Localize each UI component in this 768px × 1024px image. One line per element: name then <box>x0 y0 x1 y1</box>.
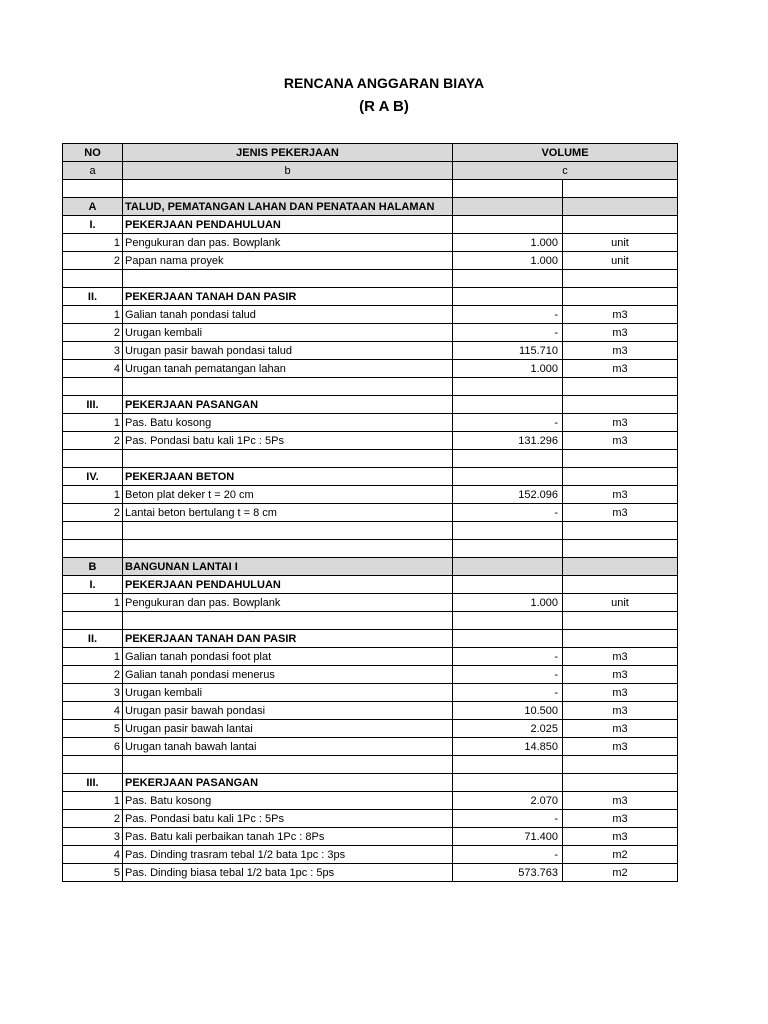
row-volume: 2.025 <box>453 720 563 738</box>
table-row <box>63 684 678 702</box>
row-description: Pas. Pondasi batu kali 1Pc : 5Ps <box>123 810 453 828</box>
row-unit: m3 <box>563 720 678 738</box>
row-unit: m3 <box>563 432 678 450</box>
blank-row <box>63 180 678 198</box>
table-row <box>63 324 678 342</box>
row-volume <box>453 396 563 414</box>
row-number: 1 <box>63 234 123 252</box>
row-number: 2 <box>63 252 123 270</box>
row-number: 3 <box>63 828 123 846</box>
row-description: Pengukuran dan pas. Bowplank <box>123 594 453 612</box>
blank-row <box>63 378 678 396</box>
row-unit: m3 <box>563 342 678 360</box>
row-volume: - <box>453 846 563 864</box>
table-row <box>63 702 678 720</box>
row-description: PEKERJAAN TANAH DAN PASIR <box>123 630 453 648</box>
row-volume <box>453 180 563 198</box>
section-row <box>63 558 678 576</box>
row-description: PEKERJAAN TANAH DAN PASIR <box>123 288 453 306</box>
row-number <box>63 180 123 198</box>
row-number: IV. <box>63 468 123 486</box>
row-volume <box>453 612 563 630</box>
row-volume <box>453 288 563 306</box>
row-unit <box>563 198 678 216</box>
row-unit: unit <box>563 594 678 612</box>
row-volume: 152.096 <box>453 486 563 504</box>
row-number: 1 <box>63 594 123 612</box>
row-volume: 573.763 <box>453 864 563 882</box>
row-unit <box>563 378 678 396</box>
row-unit: m2 <box>563 864 678 882</box>
row-volume <box>453 540 563 558</box>
row-description: PEKERJAAN PENDAHULUAN <box>123 576 453 594</box>
table-row <box>63 738 678 756</box>
row-description <box>123 522 453 540</box>
group-row <box>63 630 678 648</box>
row-volume: 1.000 <box>453 252 563 270</box>
row-description <box>123 378 453 396</box>
row-number: 1 <box>63 792 123 810</box>
row-description <box>123 180 453 198</box>
group-row <box>63 774 678 792</box>
row-number: B <box>63 558 123 576</box>
row-unit: m3 <box>563 324 678 342</box>
row-volume <box>453 774 563 792</box>
document-subtitle: (R A B) <box>359 98 409 115</box>
row-volume: - <box>453 648 563 666</box>
row-description: Urugan kembali <box>123 324 453 342</box>
row-unit: m3 <box>563 684 678 702</box>
row-number <box>63 612 123 630</box>
row-description <box>123 270 453 288</box>
row-number <box>63 540 123 558</box>
row-unit <box>563 468 678 486</box>
row-volume: - <box>453 666 563 684</box>
table-row <box>63 666 678 684</box>
row-number: 2 <box>63 504 123 522</box>
row-unit: m3 <box>563 648 678 666</box>
row-description: Urugan pasir bawah pondasi talud <box>123 342 453 360</box>
table-body <box>63 180 678 882</box>
row-number: 2 <box>63 666 123 684</box>
row-unit <box>563 612 678 630</box>
row-description: Lantai beton bertulang t = 8 cm <box>123 504 453 522</box>
group-row <box>63 468 678 486</box>
row-number: 2 <box>63 324 123 342</box>
blank-row <box>63 270 678 288</box>
table-row <box>63 792 678 810</box>
row-number: 1 <box>63 306 123 324</box>
row-number: I. <box>63 216 123 234</box>
row-description: Urugan kembali <box>123 684 453 702</box>
row-number: 4 <box>63 360 123 378</box>
row-description <box>123 756 453 774</box>
section-row <box>63 198 678 216</box>
table-row <box>63 414 678 432</box>
row-description: Galian tanah pondasi menerus <box>123 666 453 684</box>
subheader-row <box>63 162 678 180</box>
row-number: 2 <box>63 810 123 828</box>
table-row <box>63 828 678 846</box>
row-unit <box>563 288 678 306</box>
row-number <box>63 756 123 774</box>
row-number: 5 <box>63 864 123 882</box>
row-unit: m3 <box>563 792 678 810</box>
row-volume <box>453 450 563 468</box>
table-row <box>63 846 678 864</box>
row-unit: m3 <box>563 504 678 522</box>
row-unit: m3 <box>563 414 678 432</box>
row-number: 1 <box>63 486 123 504</box>
row-description: PEKERJAAN PENDAHULUAN <box>123 216 453 234</box>
row-unit <box>563 558 678 576</box>
row-volume <box>453 630 563 648</box>
row-unit: m3 <box>563 702 678 720</box>
row-number <box>63 522 123 540</box>
row-number: 3 <box>63 684 123 702</box>
row-unit <box>563 396 678 414</box>
row-unit <box>563 450 678 468</box>
group-row <box>63 288 678 306</box>
row-description: Pas. Batu kosong <box>123 792 453 810</box>
blank-row <box>63 540 678 558</box>
row-number: II. <box>63 288 123 306</box>
row-volume <box>453 216 563 234</box>
row-volume <box>453 378 563 396</box>
row-unit <box>563 756 678 774</box>
row-number: 1 <box>63 414 123 432</box>
row-description <box>123 450 453 468</box>
row-volume: - <box>453 504 563 522</box>
row-description: Urugan tanah pematangan lahan <box>123 360 453 378</box>
row-volume: 131.296 <box>453 432 563 450</box>
row-number: I. <box>63 576 123 594</box>
row-volume <box>453 576 563 594</box>
row-volume: 71.400 <box>453 828 563 846</box>
row-volume <box>453 756 563 774</box>
row-description: Pas. Dinding trasram tebal 1/2 bata 1pc : 3ps <box>123 846 453 864</box>
row-description: Pas. Batu kosong <box>123 414 453 432</box>
header-row <box>63 144 678 162</box>
row-unit: m3 <box>563 738 678 756</box>
row-unit: m3 <box>563 306 678 324</box>
blank-row <box>63 450 678 468</box>
row-volume <box>453 270 563 288</box>
row-volume: 10.500 <box>453 702 563 720</box>
group-row <box>63 216 678 234</box>
row-volume: - <box>453 306 563 324</box>
row-description: TALUD, PEMATANGAN LAHAN DAN PENATAAN HALAMAN <box>123 198 453 216</box>
row-number <box>63 378 123 396</box>
row-number: 2 <box>63 432 123 450</box>
row-description: Galian tanah pondasi talud <box>123 306 453 324</box>
row-description: Papan nama proyek <box>123 252 453 270</box>
row-unit: m3 <box>563 360 678 378</box>
header-volume: VOLUME <box>453 144 678 162</box>
row-number: 4 <box>63 846 123 864</box>
table-row <box>63 864 678 882</box>
row-volume: - <box>453 684 563 702</box>
row-volume <box>453 558 563 576</box>
row-description <box>123 540 453 558</box>
subheader-no: a <box>63 162 123 180</box>
row-description: Beton plat deker t = 20 cm <box>123 486 453 504</box>
row-description: Galian tanah pondasi foot plat <box>123 648 453 666</box>
row-number <box>63 270 123 288</box>
table-row <box>63 486 678 504</box>
table-row <box>63 252 678 270</box>
table-row <box>63 342 678 360</box>
row-volume: 1.000 <box>453 594 563 612</box>
row-unit <box>563 270 678 288</box>
row-number <box>63 450 123 468</box>
table-row <box>63 504 678 522</box>
table-row <box>63 360 678 378</box>
row-unit: m3 <box>563 666 678 684</box>
row-description: PEKERJAAN PASANGAN <box>123 396 453 414</box>
row-description <box>123 612 453 630</box>
row-number: 5 <box>63 720 123 738</box>
row-unit <box>563 630 678 648</box>
rab-table <box>62 143 678 882</box>
header-no: NO <box>63 144 123 162</box>
row-number: 4 <box>63 702 123 720</box>
row-description: PEKERJAAN PASANGAN <box>123 774 453 792</box>
row-unit: unit <box>563 252 678 270</box>
blank-row <box>63 522 678 540</box>
row-unit: m3 <box>563 486 678 504</box>
row-volume <box>453 198 563 216</box>
group-row <box>63 396 678 414</box>
row-description: BANGUNAN LANTAI I <box>123 558 453 576</box>
blank-row <box>63 612 678 630</box>
table-row <box>63 306 678 324</box>
row-unit <box>563 522 678 540</box>
row-unit: m3 <box>563 810 678 828</box>
row-volume: - <box>453 810 563 828</box>
row-unit <box>563 576 678 594</box>
row-number: 1 <box>63 648 123 666</box>
subheader-volume: c <box>453 162 678 180</box>
row-description: Pas. Pondasi batu kali 1Pc : 5Ps <box>123 432 453 450</box>
row-unit <box>563 180 678 198</box>
row-number: 6 <box>63 738 123 756</box>
table-row <box>63 594 678 612</box>
row-number: A <box>63 198 123 216</box>
document-title: RENCANA ANGGARAN BIAYA <box>283 75 485 91</box>
row-volume: 14.850 <box>453 738 563 756</box>
row-volume: 2.070 <box>453 792 563 810</box>
row-description: Pengukuran dan pas. Bowplank <box>123 234 453 252</box>
row-volume: - <box>453 324 563 342</box>
row-number: III. <box>63 396 123 414</box>
row-unit <box>563 774 678 792</box>
row-unit: m2 <box>563 846 678 864</box>
row-description: Pas. Batu kali perbaikan tanah 1Pc : 8Ps <box>123 828 453 846</box>
row-number: 3 <box>63 342 123 360</box>
row-number: II. <box>63 630 123 648</box>
row-unit <box>563 540 678 558</box>
row-description: PEKERJAAN BETON <box>123 468 453 486</box>
row-unit <box>563 216 678 234</box>
row-description: Urugan tanah bawah lantai <box>123 738 453 756</box>
row-volume <box>453 522 563 540</box>
row-description: Pas. Dinding biasa tebal 1/2 bata 1pc : 5ps <box>123 864 453 882</box>
table-row <box>63 810 678 828</box>
row-volume <box>453 468 563 486</box>
group-row <box>63 576 678 594</box>
row-unit: m3 <box>563 828 678 846</box>
table-row <box>63 432 678 450</box>
row-description: Urugan pasir bawah pondasi <box>123 702 453 720</box>
row-number: III. <box>63 774 123 792</box>
blank-row <box>63 756 678 774</box>
header-jenis: JENIS PEKERJAAN <box>123 144 453 162</box>
table-row <box>63 648 678 666</box>
row-volume: 1.000 <box>453 234 563 252</box>
row-unit: unit <box>563 234 678 252</box>
row-volume: - <box>453 414 563 432</box>
row-volume: 115.710 <box>453 342 563 360</box>
row-volume: 1.000 <box>453 360 563 378</box>
table-row <box>63 234 678 252</box>
row-description: Urugan pasir bawah lantai <box>123 720 453 738</box>
subheader-jenis: b <box>123 162 453 180</box>
table-row <box>63 720 678 738</box>
